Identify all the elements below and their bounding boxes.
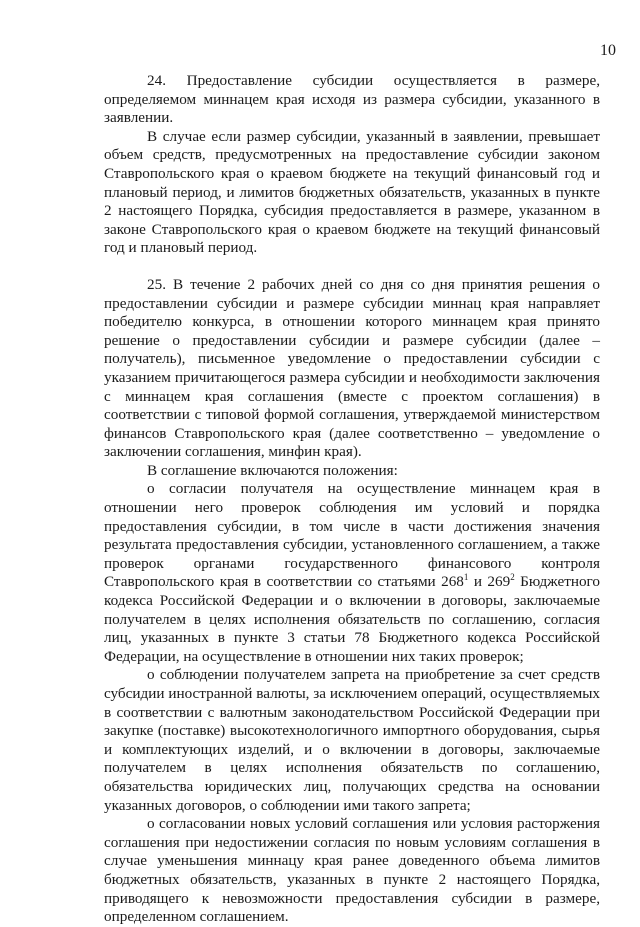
paragraph-excess-subsidy-case: В случае если размер субсидии, указанный в заявлении, превышает объем средств, предусмотренных на предоставление субсидии законом Ставропольского края о краевом бюджете на текущий финансовый год и плановый период, и лимитов бюджетных обязательств, указанных в пункте 2 настоящего Порядка, субсидия предоставляется в размере, указанном в законе Ставропольского края о краевом бюджете на текущий финансовый год и плановый период. xyxy=(104,127,600,257)
paragraph-clause-inspections xyxy=(104,480,600,666)
paragraph-item-25: 25. В течение 2 рабочих дней со дня со дня принятия решения о предоставлении субсидии и размере субсидии миннац края направляет победителю конкурса, в отношении которого миннацем края принято решение о предоставлении субсидии и размере субсидии (далее – получатель), письменное уведомление о предоставлении субсидии с указанием причитающегося размера субсидии и необходимости заключения с миннацем края соглашения (вместе с проектом соглашения) в соответствии с типовой формой соглашения, утверждаемой министерством финансов Ставропольского края (далее соответственно – уведомление о заключении соглашения, минфин края). xyxy=(104,275,600,461)
page-number: 10 xyxy=(600,42,616,59)
paragraph-item-24: 24. Предоставление субсидии осуществляется в размере, определяемом миннацем края исходя из размера субсидии, указанного в заявлении. xyxy=(104,72,600,127)
clause-inspections-text-middle: и 269 xyxy=(468,573,511,591)
clause-inspections-text-end: Бюджетного кодекса Российской Федерации и о включении в договоры, заключаемые получателем в целях исполнения обязательств по соглашению, согласия лиц, указанных в пункте 3 статьи 78 Бюджетного кодекса Российской Федерации, на осуществление в отношении них таких проверок; xyxy=(104,573,601,665)
document-body xyxy=(104,72,600,927)
superscript-article-269: 2 xyxy=(510,572,515,583)
paragraph-agreement-intro: В соглашение включаются положения: xyxy=(147,461,398,479)
superscript-article-268: 1 xyxy=(463,572,469,583)
paragraph-clause-currency-ban: о соблюдении получателем запрета на приобретение за счет средств субсидии иностранной валюты, за исключением операций, осуществляемых в соответствии с валютным законодательством Российской Федерации при закупке (поставке) высокотехнологичного импортного оборудования, сырья и комплектующих изделий, и о включении в договоры, заключаемые получателем в целях исполнения обязательств по соглашению, обязательства юридических лиц, получающих средства на основании указанных договоров, о соблюдении ими такого запрета; xyxy=(104,666,600,814)
paragraph-clause-new-conditions: о согласовании новых условий соглашения или условия расторжения соглашения при недостижении согласия по новым условиям соглашения в случае уменьшения миннацу края ранее доведенного объема лимитов бюджетных обязательств, указанных в пункте 2 настоящего Порядка, приводящего к невозможности предоставления субсидии в размере, определенном соглашением. xyxy=(104,815,600,926)
clause-inspections-text-start: о согласии получателя на осуществление миннацем края в отношении него проверок соблюдения им условий и порядка предоставления субсидии, в том числе в части достижения значения результата предоставления субсидии, установленного соглашением, а также проверок органами государственного финансового контроля Ставропольского края в соответствии со статьями 268 xyxy=(104,480,600,591)
